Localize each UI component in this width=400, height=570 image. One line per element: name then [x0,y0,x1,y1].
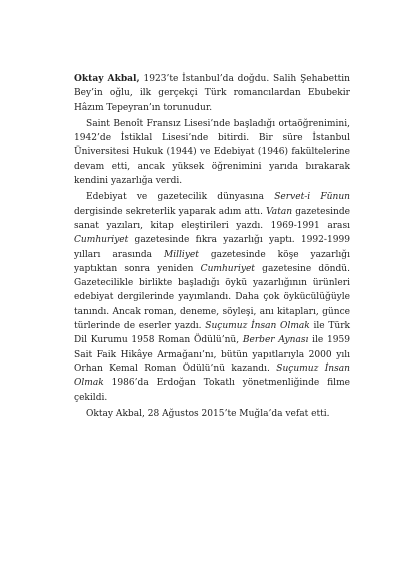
author-name: Oktay Akbal, [74,74,140,84]
bio-paragraph-2: Saint Benoît Fransız Lisesi’nde başladığı ortaöğrenimini, 1942’de İstiklal Lisesi’nde bitirdi. Bir süre İstanbul Üniversitesi Hukuk (1944) ve Edebiyat (1946) fakültelerine devam etti, ancak yüksek öğrenimini yarıda bırakarak kendini yazarlığa verdi. [74,118,350,187]
bio-paragraph-3: Edebiyat ve gazetecilik dünyasına Servet-i Fünun dergisinde sekreterlik yaparak adım attı. Vatan gazetesinde sanat yazıları, kitap eleştirileri yazdı. 1969-1991 arası Cumhuriyet gazetesinde fıkra yazarlığı yaptı. 1992-1999 yılları arasında Milliyet gazetesinde köşe yazarlığı yaptıktan sonra yeniden Cumhuriyet gazetesine döndü. Gazetecilikle birlikte başladığı öykü yazarlığının ürünleri edebiyat dergilerinde yayımlandı. Daha çok öykücülüğüyle tanındı. Ancak roman, deneme, söyleşi, anı kitapları, günce türlerinde de eserler yazdı. Suçumuz İnsan Olmak ile Türk Dil Kurumu 1958 Roman Ödülü’nü, Berber Aynası ile 1959 Sait Faik Hikâye Armağanı’nı, bütün yapıtlarıyla 2000 yılı Orhan Kemal Roman Ödülü’nü kazandı. Suçumuz İnsan Olmak 1986’da Erdoğan Tokatlı yönetmenliğinde filme çekildi. [74,192,351,403]
bio-paragraph-4: Oktay Akbal, 28 Ağustos 2015’te Muğla’da vefat etti. [86,408,330,419]
author-biography [74,72,350,421]
bio-paragraph-1: Oktay Akbal, 1923’te İstanbul’da doğdu. Salih Şehabettin Bey’in oğlu, ilk gerçekçi Türk romancılardan Ebubekir Hâzım Tepeyran’ın torunudur. [74,74,350,113]
